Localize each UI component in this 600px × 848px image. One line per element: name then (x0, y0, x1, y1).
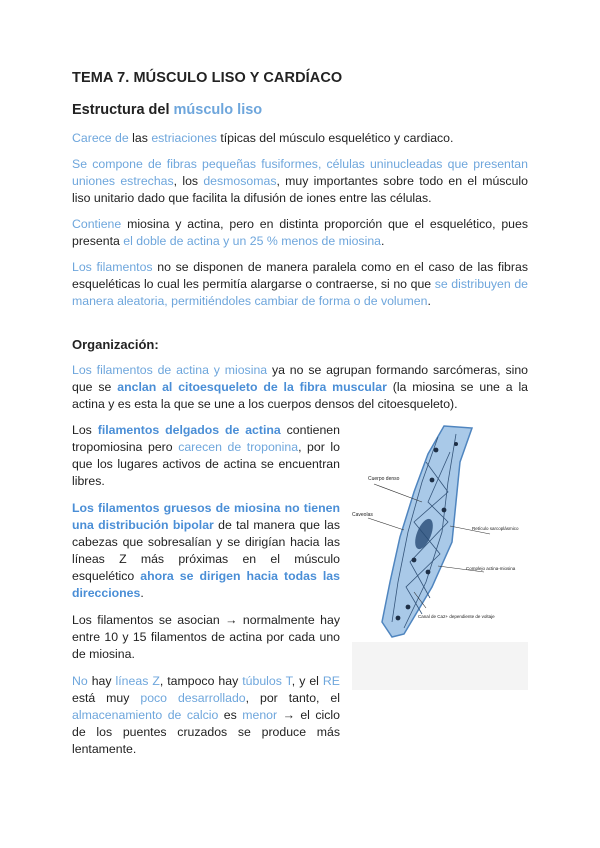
text-run: hay (87, 674, 116, 688)
heading-highlight: músculo liso (173, 102, 263, 118)
text-run: . (140, 586, 144, 600)
text-run: , por lo que los lugares activos de actina se encuentran libres. (72, 440, 340, 488)
text-run: , por tanto, el (245, 691, 340, 705)
text-run: filamentos delgados de actina (97, 423, 281, 437)
text-run: Se compone de fibras pequeñas fusiformes, células uninucleadas que presentan uniones estrechas (72, 157, 528, 188)
text-run: → el ciclo de los puentes cruzados se produce más lentamente. (72, 708, 340, 756)
text-run: líneas Z (115, 674, 160, 688)
label-canal: Canal de Ca2+ dependiente de voltaje (418, 614, 495, 619)
figure-caption-box (352, 642, 528, 690)
text-run: Los filamentos gruesos de miosina no tienen una distribución bipolar (72, 501, 340, 532)
text-run: , los (173, 174, 204, 188)
label-reticulo: Retículo sarcoplásmico (472, 526, 519, 531)
text-run: RE (322, 674, 340, 688)
text-run: ahora se dirigen hacia todas las direcciones (72, 569, 340, 600)
smooth-muscle-cell-diagram (352, 422, 528, 644)
heading-text: Estructura del (72, 102, 174, 118)
text-run: se distribuyen de manera aleatoria, permitiéndoles cambiar de forma o de volumen (72, 277, 528, 308)
smooth-muscle-figure (352, 422, 528, 690)
paragraph-lineas-z (72, 673, 340, 758)
text-run: No (72, 674, 88, 688)
text-run: . (427, 294, 431, 308)
section-heading-organizacion: Organización: (72, 337, 159, 352)
text-run: desmosomas (203, 174, 277, 188)
paragraph-estriaciones (72, 130, 528, 147)
text-run: el doble de actina y un 25 % menos de miosina (123, 234, 381, 248)
text-run: Carece de (72, 131, 129, 145)
text-run: Los filamentos de actina y miosina (72, 363, 268, 377)
paragraph-fibras (72, 156, 528, 207)
document-page (72, 70, 528, 768)
label-caveolas: Caveolas (352, 512, 373, 518)
text-run: está muy (72, 691, 141, 705)
text-run: Los filamentos se asocian → normalmente hay entre 10 y 15 filamentos de actina por cada uno de miosina. (72, 613, 340, 661)
dense-body (454, 442, 458, 446)
left-column (72, 422, 340, 758)
text-run: túbulos T (242, 674, 292, 688)
text-run: , y el (291, 674, 323, 688)
text-run: Los filamentos (72, 260, 153, 274)
text-run: , tampoco hay (159, 674, 243, 688)
text-run: ya no se agrupan formando sarcómeras, sino que se (72, 363, 528, 394)
text-run: almacenamiento de calcio (72, 708, 219, 722)
text-run: menor (242, 708, 278, 722)
paragraph-filamentos (72, 259, 528, 310)
dense-body (442, 508, 447, 513)
text-run: (la miosina se une a la actina y es esta la que se une a los cuerpos densos del citoesqueleto). (72, 380, 529, 411)
dense-body (412, 558, 417, 563)
dense-body (406, 605, 411, 610)
label-complejo: Complejo actina-miosina (466, 566, 516, 571)
text-run: contienen tropomiosina pero (72, 423, 340, 454)
text-run: . (381, 234, 385, 248)
dense-body (396, 616, 401, 621)
text-run: Contiene (72, 217, 122, 231)
page-title: TEMA 7. MÚSCULO LISO Y CARDÍACO (72, 70, 343, 86)
dense-body (430, 478, 435, 483)
text-run: anclan al citoesqueleto de la fibra muscular (117, 380, 387, 394)
text-run: las (128, 131, 152, 145)
paragraph-asocian (72, 612, 340, 663)
text-run: no se disponen de manera paralela como en el caso de las fibras esqueléticas lo cual les permitía alargarse o contraerse, si no que (72, 260, 528, 291)
section-heading-estructura (72, 102, 528, 118)
text-run: miosina y actina, pero en distinta proporción que el esquelético, pues presenta (72, 217, 528, 248)
text-run: poco desarrollado (140, 691, 246, 705)
text-run: , muy importantes sobre todo en el músculo liso unitario dado que facilita la difusión de iones entre las células. (72, 174, 528, 205)
text-run: típicas del músculo esquelético y cardiaco. (216, 131, 454, 145)
text-run: carecen de troponina (178, 440, 299, 454)
paragraph-gruesos (72, 500, 340, 602)
two-column-block (72, 422, 528, 758)
label-cuerpo-denso: Cuerpo denso (368, 476, 400, 482)
dense-body (426, 570, 431, 575)
text-run: estriaciones (151, 131, 217, 145)
dense-body (434, 448, 439, 453)
text-run: es (218, 708, 243, 722)
text-run: de tal manera que las cabezas que sobresalían y se dirigían hacia las líneas Z más próximas en el músculo esquelético (72, 518, 340, 583)
paragraph-contiene (72, 216, 528, 250)
paragraph-delgados (72, 422, 340, 490)
paragraph-organizacion (72, 362, 528, 413)
text-run: Los (72, 423, 98, 437)
